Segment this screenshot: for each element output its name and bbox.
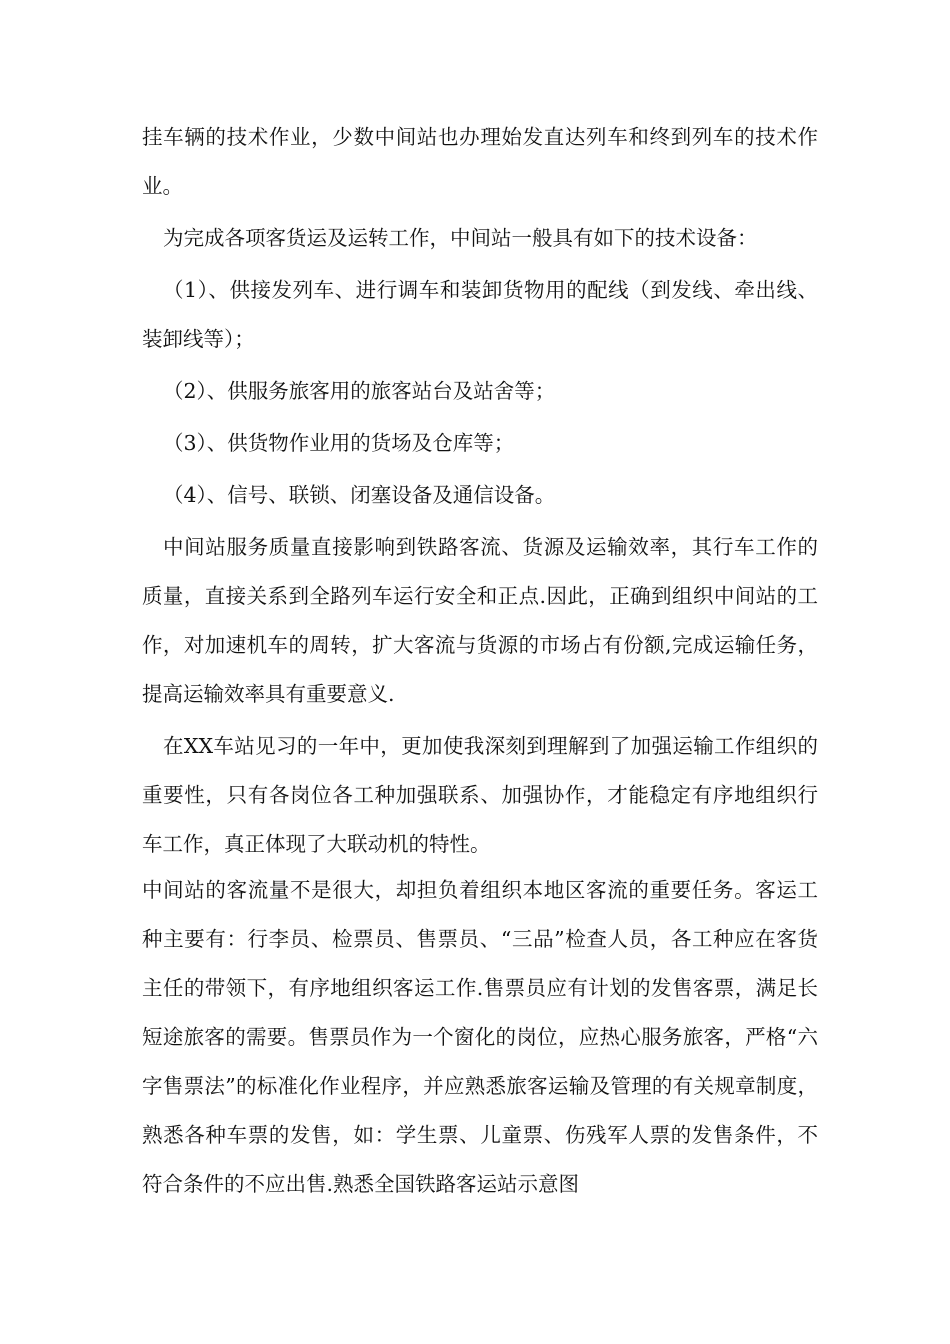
list-item-1: （1）、供接发列车、进行调车和装卸货物用的配线（到发线、牵出线、装卸线等）； (142, 278, 818, 351)
paragraph-passenger-work: 中间站的客流量不是很大，却担负着组织本地区客流的重要任务。客运工种主要有：行李员、检票员、售票员、“三品”检查人员，各工种应在客货主任的带领下，有序地组织客运工作.售票员应有计划的发售客票，满足长短途旅客的需要。售票员作为一个窗化的岗位，应热心服务旅客，严格“六字售票法”的标准化作业程序，并应熟悉旅客运输及管理的有关规章制度，熟悉各种车票的发售，如：学生票、儿童票、伤残军人票的发售条件，不符合条件的不应出售.熟悉全国铁路客运站示意图 (142, 878, 818, 1196)
paragraph-internship: 在XX车站见习的一年中，更加使我深刻到理解到了加强运输工作组织的重要性，只有各岗位各工种加强联系、加强协作，才能稳定有序地组织行车工作，真正体现了大联动机的特性。 (142, 734, 818, 856)
list-item-2: （2）、供服务旅客用的旅客站台及站舍等； (163, 379, 556, 403)
list-item-4: （4）、信号、联锁、闭塞设备及通信设备。 (163, 483, 556, 507)
document-body (142, 113, 818, 1209)
list-item-3: （3）、供货物作业用的货场及仓库等； (163, 431, 515, 455)
paragraph-equipment-intro: 为完成各项客货运及运转工作，中间站一般具有如下的技术设备： (163, 226, 758, 250)
paragraph-service-quality: 中间站服务质量直接影响到铁路客流、货源及运输效率，其行车工作的质量，直接关系到全路列车运行安全和正点.因此，正确到组织中间站的工作，对加速机车的周转，扩大客流与货源的市场占有份额,完成运输任务，提高运输效率具有重要意义. (142, 535, 818, 706)
paragraph-continuation: 挂车辆的技术作业，少数中间站也办理始发直达列车和终到列车的技术作业。 (142, 125, 818, 198)
